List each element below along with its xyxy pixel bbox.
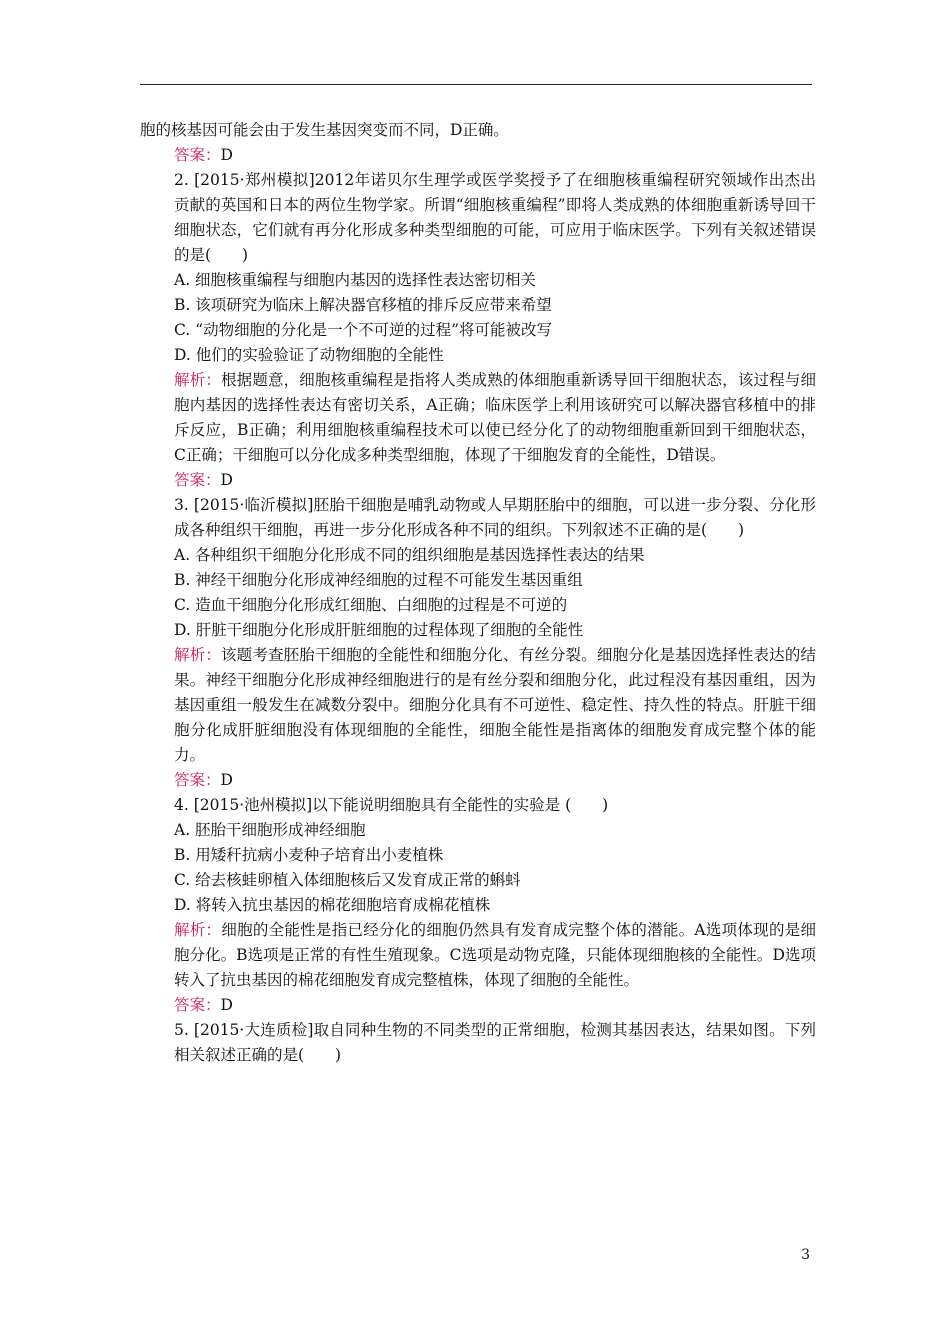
question-stem	[140, 168, 816, 268]
answer-label: 答案：	[174, 146, 221, 164]
block-text: 4. [2015·池州模拟]以下能说明细胞具有全能性的实验是 ( )	[174, 796, 609, 814]
answer-line	[140, 768, 816, 793]
answer-label: 答案：	[174, 471, 221, 489]
block-text: 细胞的全能性是指已经分化的细胞仍然具有发育成完整个体的潜能。A选项体现的是细胞分化。B选项是正常的有性生殖现象。C选项是动物克隆，只能体现细胞核的全能性。D选项转入了抗虫基因的棉花细胞发育成完整植株，体现了细胞的全能性。	[174, 921, 816, 989]
block-text: A. 胚胎干细胞形成神经细胞	[174, 821, 366, 839]
block-text: A. 各种组织干细胞分化形成不同的组织细胞是基因选择性表达的结果	[174, 546, 645, 564]
block-text: A. 细胞核重编程与细胞内基因的选择性表达密切相关	[174, 271, 537, 289]
question-option	[140, 543, 816, 568]
block-text: 胞的核基因可能会由于发生基因突变而不同，D正确。	[140, 121, 509, 139]
block-text: B. 神经干细胞分化形成神经细胞的过程不可能发生基因重组	[174, 571, 583, 589]
question-option	[140, 568, 816, 593]
question-option	[140, 593, 816, 618]
block-text: C. 造血干细胞分化形成红细胞、白细胞的过程是不可逆的	[174, 596, 568, 614]
block-text: D	[220, 771, 233, 789]
block-text: 该题考查胚胎干细胞的全能性和细胞分化、有丝分裂。细胞分化是基因选择性表达的结果。神经干细胞分化形成神经细胞进行的是有丝分裂和细胞分化，此过程没有基因重组，因为基因重组一般发生在减数分裂中。细胞分化具有不可逆性、稳定性、持久性的特点。肝脏干细胞分化成肝脏细胞没有体现细胞的全能性，细胞全能性是指离体的细胞发育成完整个体的能力。	[174, 646, 816, 764]
question-stem	[140, 1018, 816, 1068]
block-text: 3. [2015·临沂模拟]胚胎干细胞是哺乳动物或人早期胚胎中的细胞，可以进一步分裂、分化形成各种组织干细胞，再进一步分化形成各种不同的组织。下列叙述不正确的是( )	[174, 496, 816, 539]
block-text: B. 该项研究为临床上解决器官移植的排斥反应带来希望	[174, 296, 552, 314]
question-stem	[140, 793, 816, 818]
block-text: 根据题意，细胞核重编程是指将人类成熟的体细胞重新诱导回干细胞状态，该过程与细胞内基因的选择性表达有密切关系，A正确；临床医学上利用该研究可以解决器官移植中的排斥反应，B正确；利用细胞核重编程技术可以使已经分化了的动物细胞重新回到干细胞状态，C正确；干细胞可以分化成多种类型细胞，体现了干细胞发育的全能性，D错误。	[174, 371, 816, 464]
block-text: D	[220, 146, 233, 164]
analysis-label: 解析：	[174, 646, 221, 664]
paragraph-text	[140, 118, 816, 143]
question-option	[140, 843, 816, 868]
answer-label: 答案：	[174, 996, 221, 1014]
question-option	[140, 868, 816, 893]
question-option	[140, 318, 816, 343]
answer-line	[140, 993, 816, 1018]
block-text: D	[220, 996, 233, 1014]
answer-line	[140, 468, 816, 493]
block-text: D. 将转入抗虫基因的棉花细胞培育成棉花植株	[174, 896, 491, 914]
block-text: B. 用矮秆抗病小麦种子培育出小麦植株	[174, 846, 444, 864]
block-text: C. “动物细胞的分化是一个不可逆的过程”将可能被改写	[174, 321, 553, 339]
question-option	[140, 293, 816, 318]
question-option	[140, 618, 816, 643]
question-option	[140, 268, 816, 293]
page-number: 3	[801, 1247, 810, 1263]
block-text: D. 他们的实验验证了动物细胞的全能性	[174, 346, 444, 364]
question-option	[140, 818, 816, 843]
block-text: D	[220, 471, 233, 489]
document-body	[140, 118, 816, 1068]
analysis-paragraph	[140, 643, 816, 768]
question-stem	[140, 493, 816, 543]
answer-line	[140, 143, 816, 168]
header-rule	[140, 84, 812, 85]
analysis-label: 解析：	[174, 921, 222, 939]
block-text: C. 给去核蛙卵植入体细胞核后又发育成正常的蝌蚪	[174, 871, 521, 889]
block-text: 2. [2015·郑州模拟]2012年诺贝尔生理学或医学奖授予了在细胞核重编程研究领域作出杰出贡献的英国和日本的两位生物学家。所谓“细胞核重编程”即将人类成熟的体细胞重新诱导回干细胞状态，它们就有再分化形成多种类型细胞的可能，可应用于临床医学。下列有关叙述错误的是( )	[174, 171, 816, 264]
analysis-label: 解析：	[174, 371, 221, 389]
question-option	[140, 343, 816, 368]
block-text: 5. [2015·大连质检]取自同种生物的不同类型的正常细胞，检测其基因表达，结果如图。下列相关叙述正确的是( )	[174, 1021, 816, 1064]
analysis-paragraph	[140, 918, 816, 993]
analysis-paragraph	[140, 368, 816, 468]
answer-label: 答案：	[174, 771, 221, 789]
question-option	[140, 893, 816, 918]
block-text: D. 肝脏干细胞分化形成肝脏细胞的过程体现了细胞的全能性	[174, 621, 584, 639]
